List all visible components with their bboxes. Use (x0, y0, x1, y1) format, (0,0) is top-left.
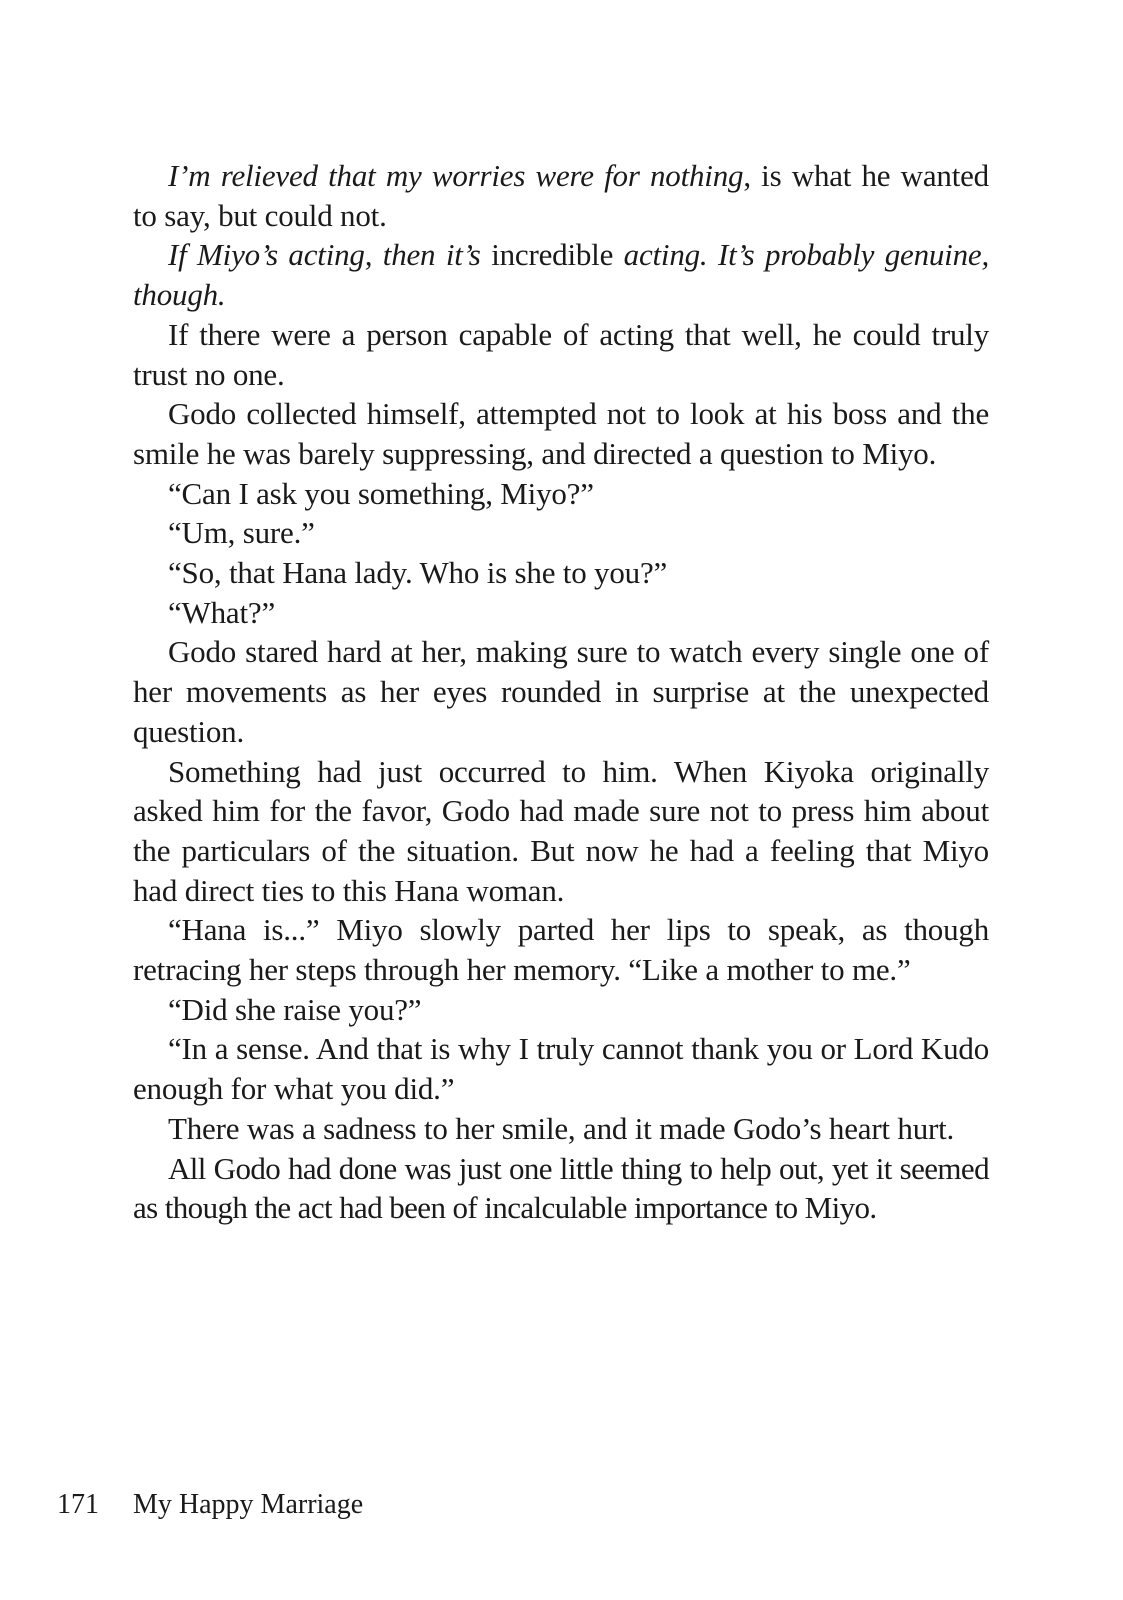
paragraph-11 (133, 910, 989, 989)
paragraph-10 (133, 752, 989, 911)
text-segment: If there were a person capable of acting that well, he could truly trust no one. (133, 316, 989, 392)
dialogue: “Um, sure.” (168, 515, 315, 551)
paragraph-3 (133, 315, 989, 394)
text-segment: All Godo had done was just one little thing to help out, yet it seemed as though the act had been of incalculable importance to Miyo. (133, 1150, 989, 1226)
text-segment: There was a sadness to her smile, and it made Godo’s heart hurt. (168, 1110, 955, 1146)
paragraph-9 (133, 632, 989, 751)
italic-thought: acting. It’s probably genuine, though. (133, 237, 989, 313)
dialogue: “In a sense. And that is why I truly cannot thank you or Lord Kudo enough for what you did.” (133, 1031, 989, 1107)
dialogue: “Can I ask you something, Miyo?” (168, 475, 594, 511)
dialogue: “Did she raise you?” (168, 991, 422, 1027)
italic-thought: If Miyo’s acting, then it’s (168, 237, 481, 273)
text-segment: Something had just occurred to him. When Kiyoka originally asked him for the favor, Godo had made sure not to press him about the particulars of the situation. But now he had a feeling that Miyo had direct ties to this Hana woman. (133, 753, 989, 908)
paragraph-14 (133, 1109, 989, 1149)
paragraph-8 (133, 593, 989, 633)
paragraph-6 (133, 513, 989, 553)
text-segment: Godo stared hard at her, making sure to watch every single one of her movements as her eyes rounded in surprise at the unexpected question. (133, 634, 989, 749)
paragraph-4 (133, 394, 989, 473)
text-segment: incredible (480, 237, 624, 273)
text-segment: Godo collected himself, attempted not to look at his boss and the smile he was barely suppressing, and directed a question to Miyo. (133, 396, 989, 471)
dialogue: “What?” (168, 594, 276, 630)
dialogue: “So, that Hana lady. Who is she to you?” (168, 555, 668, 591)
paragraph-7 (133, 553, 989, 593)
page-number: 171 (57, 1489, 99, 1520)
paragraph-15 (133, 1149, 989, 1228)
paragraph-13 (133, 1029, 989, 1108)
paragraph-2 (133, 235, 989, 314)
dialogue: “Hana is...” Miyo slowly parted her lips to speak, as though retracing her steps through her memory. “Like a mother to me.” (133, 912, 989, 988)
paragraph-1 (133, 156, 989, 235)
page-footer (57, 1488, 363, 1522)
running-title: My Happy Marriage (133, 1489, 364, 1520)
paragraph-12 (133, 990, 989, 1030)
page-body (133, 156, 989, 1228)
text-segment: , is what he wanted to say, but could not. (133, 158, 989, 233)
italic-thought: I’m relieved that my worries were for nothing (168, 158, 744, 193)
paragraph-5 (133, 474, 989, 514)
